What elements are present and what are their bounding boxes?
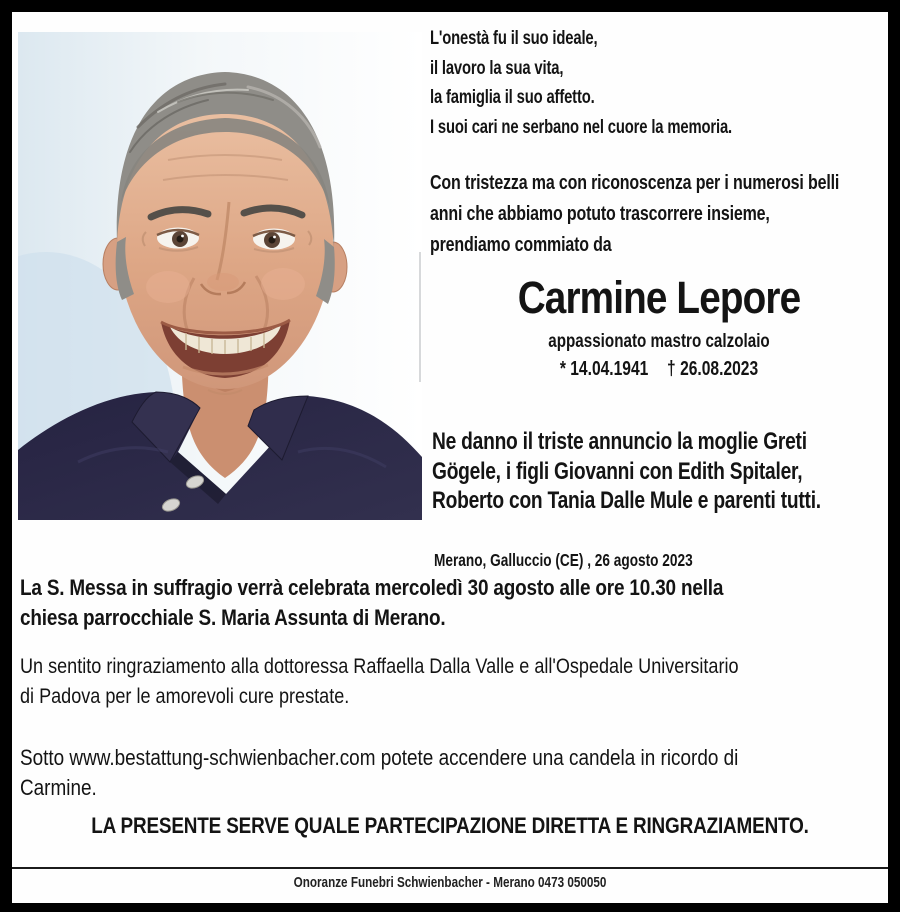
mass-info [20, 573, 723, 633]
quote-line: I suoi cari ne serbano nel cuore la memoria. [430, 116, 733, 138]
candle-line: Sotto www.bestattung-schwienbacher.com potete accendere una candela in ricordo di [20, 745, 739, 770]
announcement-line: Ne danno il triste annuncio la moglie Greti [432, 428, 807, 455]
deceased-subtitle: appassionato mastro calzolaio [548, 330, 770, 352]
funeral-home-footer: Onoranze Funebri Schwienbacher - Merano 0473 050050 [293, 874, 607, 891]
candle-line: Carmine. [20, 775, 97, 800]
portrait-photo-image [18, 32, 422, 520]
quote-line: la famiglia il suo affetto. [430, 87, 595, 108]
death-date: † 26.08.2023 [667, 358, 759, 380]
thanks-line: Un sentito ringraziamento alla dottoressa Raffaella Dalla Valle e all'Ospedale Universitario [20, 655, 739, 678]
quote-line: L'onestà fu il suo ideale, [430, 28, 598, 49]
birth-date: * 14.04.1941 [559, 358, 649, 380]
farewell-line: Con tristezza ma con riconoscenza per i numerosi belli [430, 171, 840, 194]
deceased-subtitle-wrap [430, 330, 888, 353]
farewell-text [430, 167, 839, 260]
announcement-line: Roberto con Tania Dalle Mule e parenti tutti. [432, 487, 821, 514]
portrait-photo [18, 32, 422, 520]
mass-line: La S. Messa in suffragio verrà celebrata mercoledì 30 agosto alle ore 10.30 nella [20, 575, 724, 600]
quote-line: il lavoro la sua vita, [430, 57, 564, 79]
announcement-line: Gögele, i figli Giovanni con Edith Spitaler, [432, 457, 803, 485]
farewell-line: anni che abbiamo potuto trascorrere insieme, [430, 202, 770, 225]
farewell-line: prendiamo commiato da [430, 233, 612, 256]
footer-rule [12, 867, 888, 869]
life-dates [430, 358, 888, 381]
mass-line: chiesa parrocchiale S. Maria Assunta di Merano. [20, 605, 446, 630]
dateline: Merano, Galluccio (CE) , 26 agosto 2023 [434, 550, 693, 570]
deceased-name-block [430, 272, 888, 324]
participation-note: LA PRESENTE SERVE QUALE PARTECIPAZIONE DIRETTA E RINGRAZIAMENTO. [91, 813, 809, 838]
thanks-text [20, 652, 739, 712]
thanks-line: di Padova per le amorevoli cure prestate. [20, 685, 350, 708]
announcement-text [432, 427, 821, 516]
memorial-quote [430, 24, 732, 142]
candle-note [20, 743, 738, 803]
deceased-name: Carmine Lepore [517, 272, 801, 323]
